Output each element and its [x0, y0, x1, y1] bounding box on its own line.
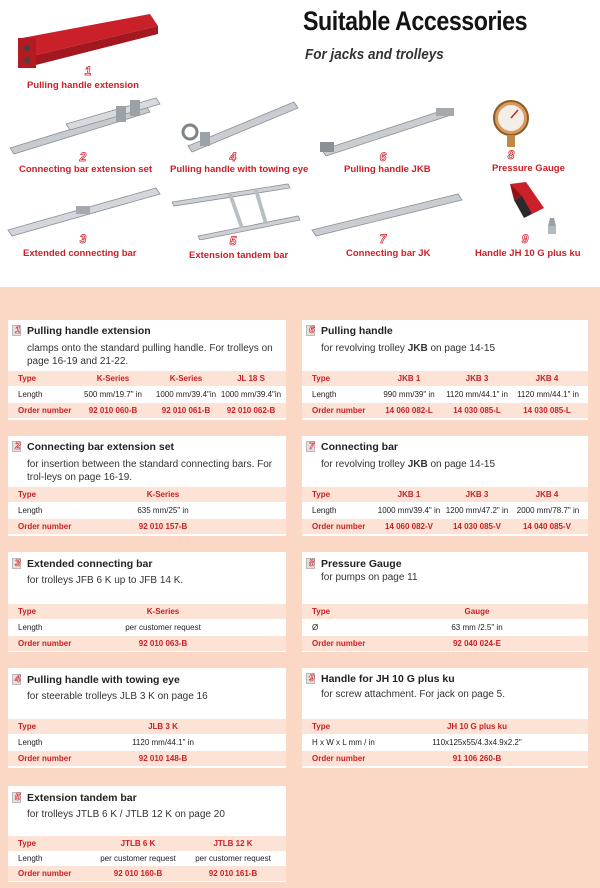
product-number: 7	[379, 232, 387, 246]
row-order-number: Order number 92 010 063-B	[8, 636, 286, 651]
tandem-bar-icon	[168, 180, 308, 240]
card-title: Handle for JH 10 G plus ku	[321, 673, 455, 685]
card-number-badge: 5	[12, 792, 21, 803]
card-title: Pulling handle extension	[27, 325, 151, 337]
row-length: Length 1120 mm/44.1" in	[8, 735, 286, 750]
spec-card-7	[302, 436, 588, 536]
card-number-badge: 6	[306, 325, 315, 336]
card-title: Connecting bar extension set	[27, 441, 175, 453]
card-description: for screw attachment. For jack on page 5.	[321, 689, 505, 700]
extended-bar-icon	[6, 182, 166, 238]
product-name: Extension tandem bar	[189, 250, 289, 261]
towing-eye-handle-icon	[168, 96, 308, 158]
row-length: Length 990 mm/39" in 1120 mm/44.1" in 1120 mm/44.1" in	[302, 387, 588, 402]
card-description: for revolving trolley JKB on page 14-15	[321, 343, 495, 354]
product-name: Handle JH 10 G plus ku	[475, 248, 581, 259]
card-description: for revolving trolley JKB on page 14-15	[321, 459, 495, 470]
card-description: for pumps on page 11	[321, 572, 418, 583]
card-title: Extended connecting bar	[27, 558, 153, 570]
row-type: Type JTLB 6 K JTLB 12 K	[8, 836, 286, 851]
spec-card-6	[302, 320, 588, 420]
row-type: Type JLB 3 K	[8, 719, 286, 734]
row-order-number: Order number 14 060 082-V 14 030 085-V 14 040 085-V	[302, 519, 588, 534]
product-1	[10, 8, 170, 93]
spec-card-9	[302, 668, 588, 768]
row-length: Length per customer request	[8, 620, 286, 635]
product-number: 3	[79, 232, 87, 246]
product-number: 2	[79, 150, 87, 164]
row-length: Length 1000 mm/39.4" in 1200 mm/47.2" in 2000 mm/78.7" in	[302, 503, 588, 518]
product-name: Pressure Gauge	[492, 163, 565, 174]
card-description: clamps onto the standard pulling handle. For trolleys on page 16-19 and 21-22.	[27, 343, 273, 367]
spec-card-4	[8, 668, 286, 768]
spec-card-3	[8, 552, 286, 652]
row-type: Type K-Series	[8, 487, 286, 502]
product-number: 1	[84, 64, 92, 78]
card-title: Pressure Gauge	[321, 558, 402, 570]
row-order-number: Order number 92 010 157-B	[8, 519, 286, 534]
row-length: Length 635 mm/25" in	[8, 503, 286, 518]
product-3	[6, 182, 166, 264]
red-handle-icon	[470, 178, 590, 238]
product-name: Connecting bar extension set	[19, 164, 153, 175]
connecting-bar-set-icon	[6, 96, 166, 158]
product-number: 5	[229, 234, 237, 248]
card-description: for trolleys JTLB 6 K / JTLB 12 K on page 20	[27, 809, 225, 820]
card-number-badge: 2	[12, 441, 21, 452]
page-title: Suitable Accessories	[303, 6, 528, 36]
card-description: for trolleys JFB 6 K up to JFB 14 K.	[27, 575, 184, 586]
card-title: Connecting bar	[321, 441, 399, 453]
product-number: 6	[379, 150, 387, 164]
product-name: Extended connecting bar	[23, 248, 137, 259]
card-title: Pulling handle with towing eye	[27, 674, 180, 686]
product-6	[318, 100, 468, 178]
card-number-badge: 8	[306, 558, 315, 569]
page-subtitle: For jacks and trolleys	[305, 46, 444, 63]
card-title: Extension tandem bar	[27, 792, 137, 804]
product-number: 4	[229, 150, 237, 164]
product-number: 8	[507, 148, 515, 162]
row-order-number: Order number 14 060 082-L 14 030 085-L 14 030 085-L	[302, 403, 588, 418]
row-type: Type K-Series K-Series JL 18 S	[8, 371, 286, 386]
card-number-badge: 9	[306, 673, 315, 684]
row-length: Length per customer request per customer request	[8, 851, 286, 866]
row-type: Type JKB 1 JKB 3 JKB 4	[302, 371, 588, 386]
product-8	[478, 96, 578, 178]
product-9	[470, 178, 590, 264]
connecting-bar-jk-icon	[310, 188, 470, 238]
product-name: Pulling handle extension	[27, 80, 139, 91]
row-type: Type Gauge	[302, 604, 588, 619]
card-description: for steerable trolleys JLB 3 K on page 16	[27, 691, 208, 702]
row-order-number: Order number 92 010 148-B	[8, 751, 286, 766]
card-number-badge: 3	[12, 558, 21, 569]
row-type: Type K-Series	[8, 604, 286, 619]
spec-card-5	[8, 786, 286, 882]
product-2	[6, 96, 166, 178]
row-order-number: Order number 92 040 024-E	[302, 636, 588, 651]
product-name: Pulling handle JKB	[344, 164, 431, 175]
product-number: 9	[521, 232, 529, 246]
pressure-gauge-icon	[478, 96, 578, 154]
card-title: Pulling handle	[321, 325, 393, 337]
row-dimensions: H x W x L mm / in 110x125x55/4.3x4.9x2.2"	[302, 735, 588, 750]
spec-card-1	[8, 320, 286, 420]
row-type: Type JKB 1 JKB 3 JKB 4	[302, 487, 588, 502]
product-4	[168, 96, 308, 178]
row-order-number: Order number 91 106 260-B	[302, 751, 588, 766]
row-type: Type JH 10 G plus ku	[302, 719, 588, 734]
row-order-number: Order number 92 010 060-B 92 010 061-B 92 010 062-B	[8, 403, 286, 418]
spec-card-2	[8, 436, 286, 536]
row-diameter: Ø 63 mm /2.5" in	[302, 620, 588, 635]
card-description: for insertion between the standard connecting bars. For trol-leys on page 16-19.	[27, 459, 273, 483]
row-length: Length 500 mm/19.7" in 1000 mm/39.4"in 1000 mm/39.4"in	[8, 387, 286, 402]
card-number-badge: 7	[306, 441, 315, 452]
product-5	[168, 180, 308, 264]
product-name: Connecting bar JK	[346, 248, 431, 259]
product-name: Pulling handle with towing eye	[170, 164, 309, 175]
row-order-number: Order number 92 010 160-B 92 010 161-B	[8, 866, 286, 881]
card-number-badge: 4	[12, 674, 21, 685]
card-number-badge: 1	[12, 325, 21, 336]
spec-card-8	[302, 552, 588, 652]
product-7	[310, 188, 470, 264]
